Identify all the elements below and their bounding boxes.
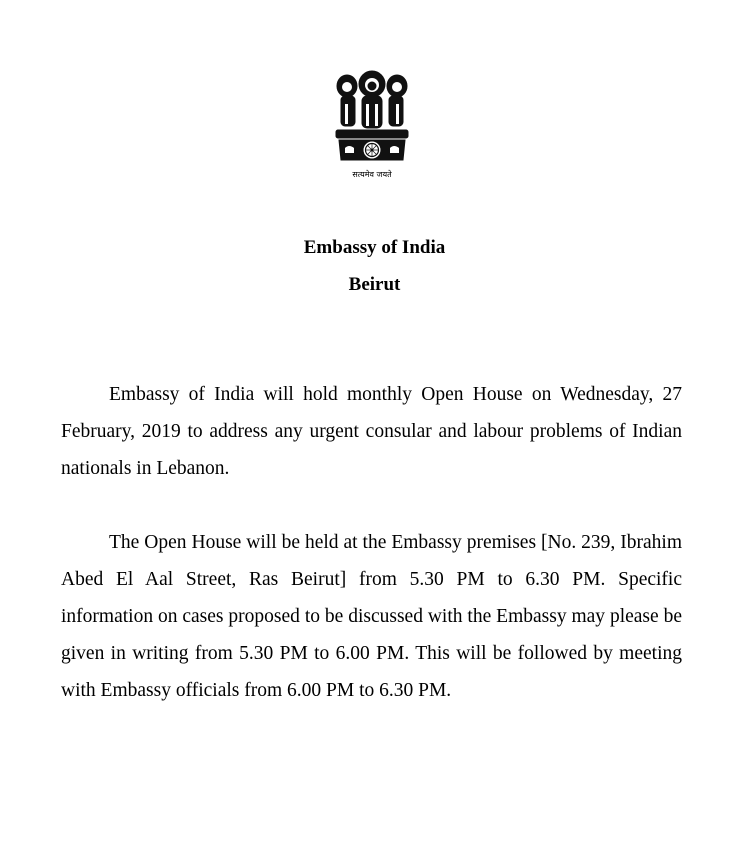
city-title: Beirut (348, 274, 401, 295)
announcement-paragraph-2: The Open House will be held at the Embassy premises [No. 239, Ibrahim Abed El Aal Street, Ras Beirut] from 5.30 PM to 6.30 PM. Specific information on cases proposed to be discussed with the Embassy may please be given in writing from 5.30 PM to 6.00 PM. This will be followed by meeting with Embassy officials from 6.00 PM to 6.30 PM. (61, 532, 682, 701)
announcement-paragraph-1: Embassy of India will hold monthly Open House on Wednesday, 27 February, 2019 to address any urgent consular and labour problems of Indian nationals in Lebanon. (61, 384, 682, 479)
ashoka-emblem-icon (333, 68, 411, 168)
organization-title: Embassy of India (303, 237, 446, 258)
national-motto: सत्यमेव जयते (352, 170, 392, 179)
